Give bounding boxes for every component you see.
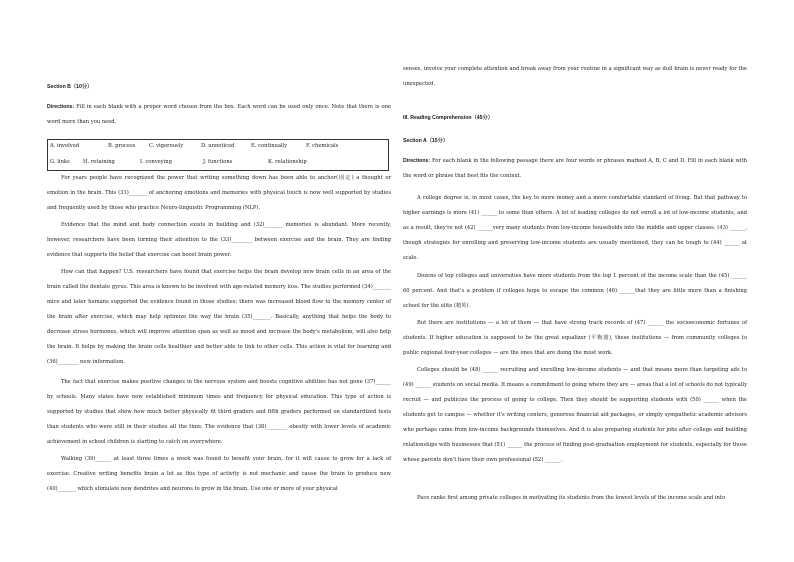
word-box [47,139,389,171]
word-option: A. involved [50,143,80,149]
word-option: C. vigorously [149,143,184,149]
word-option: H. retaining [83,159,115,165]
word-option: J. functions [203,159,233,165]
word-option: D. unnoticed [201,143,235,149]
word-option: I. conveying [140,159,172,165]
section-a-heading: Section A（15分） [403,138,449,144]
passage-paragraph: How can that happen? U.S. researchers have found that exercise helps the brain develop new brain cells in an area of the brain called the dentate gyrus. This area is known to be involved with age-related memory loss. The studies performed (34)_______ mice and later humans supported the evidence found in those studies: there was increased blood flow to the memory center of the brain after exercise, which may help optimize the way the brain (35)_______. Basically, anything that helps the body to decrease stress hormones, which will improve attention span as well as mood and increase the body's metabolism, will also help the brain. It helps by making the brain cells healthier and better able to link to other cells. This action is vital for learning and (36)________ new information. [47,269,391,365]
reading-comprehension-heading: III. Reading Comprehension（45分） [403,115,493,121]
passage-paragraph: The fact that exercise makes positive changes in the nervous system and boosts cognitive abilities has not gone (37)______ by schools. Many states have now established minimum times and frequency for physical education. This type of action is supported by studies that show how much better physically fit third graders and fifth graders performed on standardized tests than students who were still in their studies all the time. The evidence that (38)________ obesity with lower levels of academic achievement in school children is starting to catch on everywhere. [47,379,391,445]
directions-label: Directions: [47,104,75,110]
directions-label: Directions: [403,158,431,164]
word-option: K. relationship [268,159,307,165]
section-a-directions [403,154,747,184]
passage-paragraph: Evidence that the mind and body connection exists in building and (32)_______ memories is abundant. More recently, however, researchers have been turning their attention to the (33)________ between exercise and the brain. They are finding evidence that supports the belief that exercise can boost brain power. [47,222,391,258]
section-b-heading: Section B（10分） [47,84,93,90]
word-option: F. chemicals [306,143,339,149]
continuation-text: senses, involve your complete attention and break away from your routine in a significant way as dull brain is never ready for the unexpected. [403,66,747,87]
section-b-directions [47,100,391,130]
passage-paragraph: For years people have recognized the power that writing something down has been able to anchor(固定) a thought or emotion in the brain. This (31)_______ of anchoring emotions and memories with physical touch is now well supported by studies and frequently used by those who practice Neuro-linguistic Programming (NLP). [47,175,391,211]
passage-paragraph: Pace ranks first among private colleges in motivating its students from the lowest levels of the income scale and into [417,495,726,501]
passage-paragraph: Dozens of top colleges and universities have more students from the top 1 percent of the income scale than the (45) ______ 60 percent. And that's a problem if colleges hope to escape the common (46) ______that they are little more than a finishing school for the elite (精英). [403,273,747,309]
word-option: G. links [50,159,70,165]
passage-paragraph: A college degree is, in most cases, the key to more money and a more comfortable standard of living. But that pathway to higher earnings is more (41) ______ to some than others. A lot of leading colleges do not enroll a lot of low-income students, and as a result, they're not (42) ______very many students from low-income households into the middle and upper classes. (43) ______, though strategies for enrolling and preserving low-income students are usually mentioned, they can be tough to (44) ______ at scale. [403,195,747,261]
passage-paragraph: Colleges should be (48) ______ recruiting and enrolling low-income students — and that means more than targeting ads to (49) ______ students on social media. It means a commitment to going where they are — areas that a lot of schools do not typically recruit — and publicize the process of going to college. Then they should be supporting students with (50) ______ when the students get to campus — whether it's writing centers, generous financial aid packages, or simply sympathetic academic advisors who perhaps came from low-income backgrounds themselves. And it is also preparing students for jobs after college and building relationships with businesses that (51) ______ the process of finding post-graduation employment for students, especially for those whose parents don't have their own professional (52) ______. [403,367,747,463]
directions-text: Fill in each blank with a proper word chosen from the box. Each word can be used only once. Note that there is one word more than you need. [47,104,391,125]
word-option: B. process [108,143,136,149]
passage-paragraph: Walking (39)______ at least three times a week was found to benefit your brain, for it will cause to grow for a lack of exercise. Creative writing benefits brain a lot as this type of activity is not mechanic and cause the brain to produce new (40)_______ which stimulate new dendrites and neurons to grow in the brain. Use one or more of your physical [47,456,391,492]
directions-text: For each blank in the following passage there are four words or phrases marked A, B, C and D. Fill in each blank with the word or phrase that best fits the context. [403,158,747,179]
word-option: E. continually [251,143,288,149]
passage-paragraph: But there are institutions — a lot of them — that have strong track records of (47) ______ the socioeconomic fortunes of students. If higher education is supposed to be the great equalizer (平衡器), these institutions — from community colleges to public regional four-year colleges — are the ones that are doing the most work. [403,320,747,356]
